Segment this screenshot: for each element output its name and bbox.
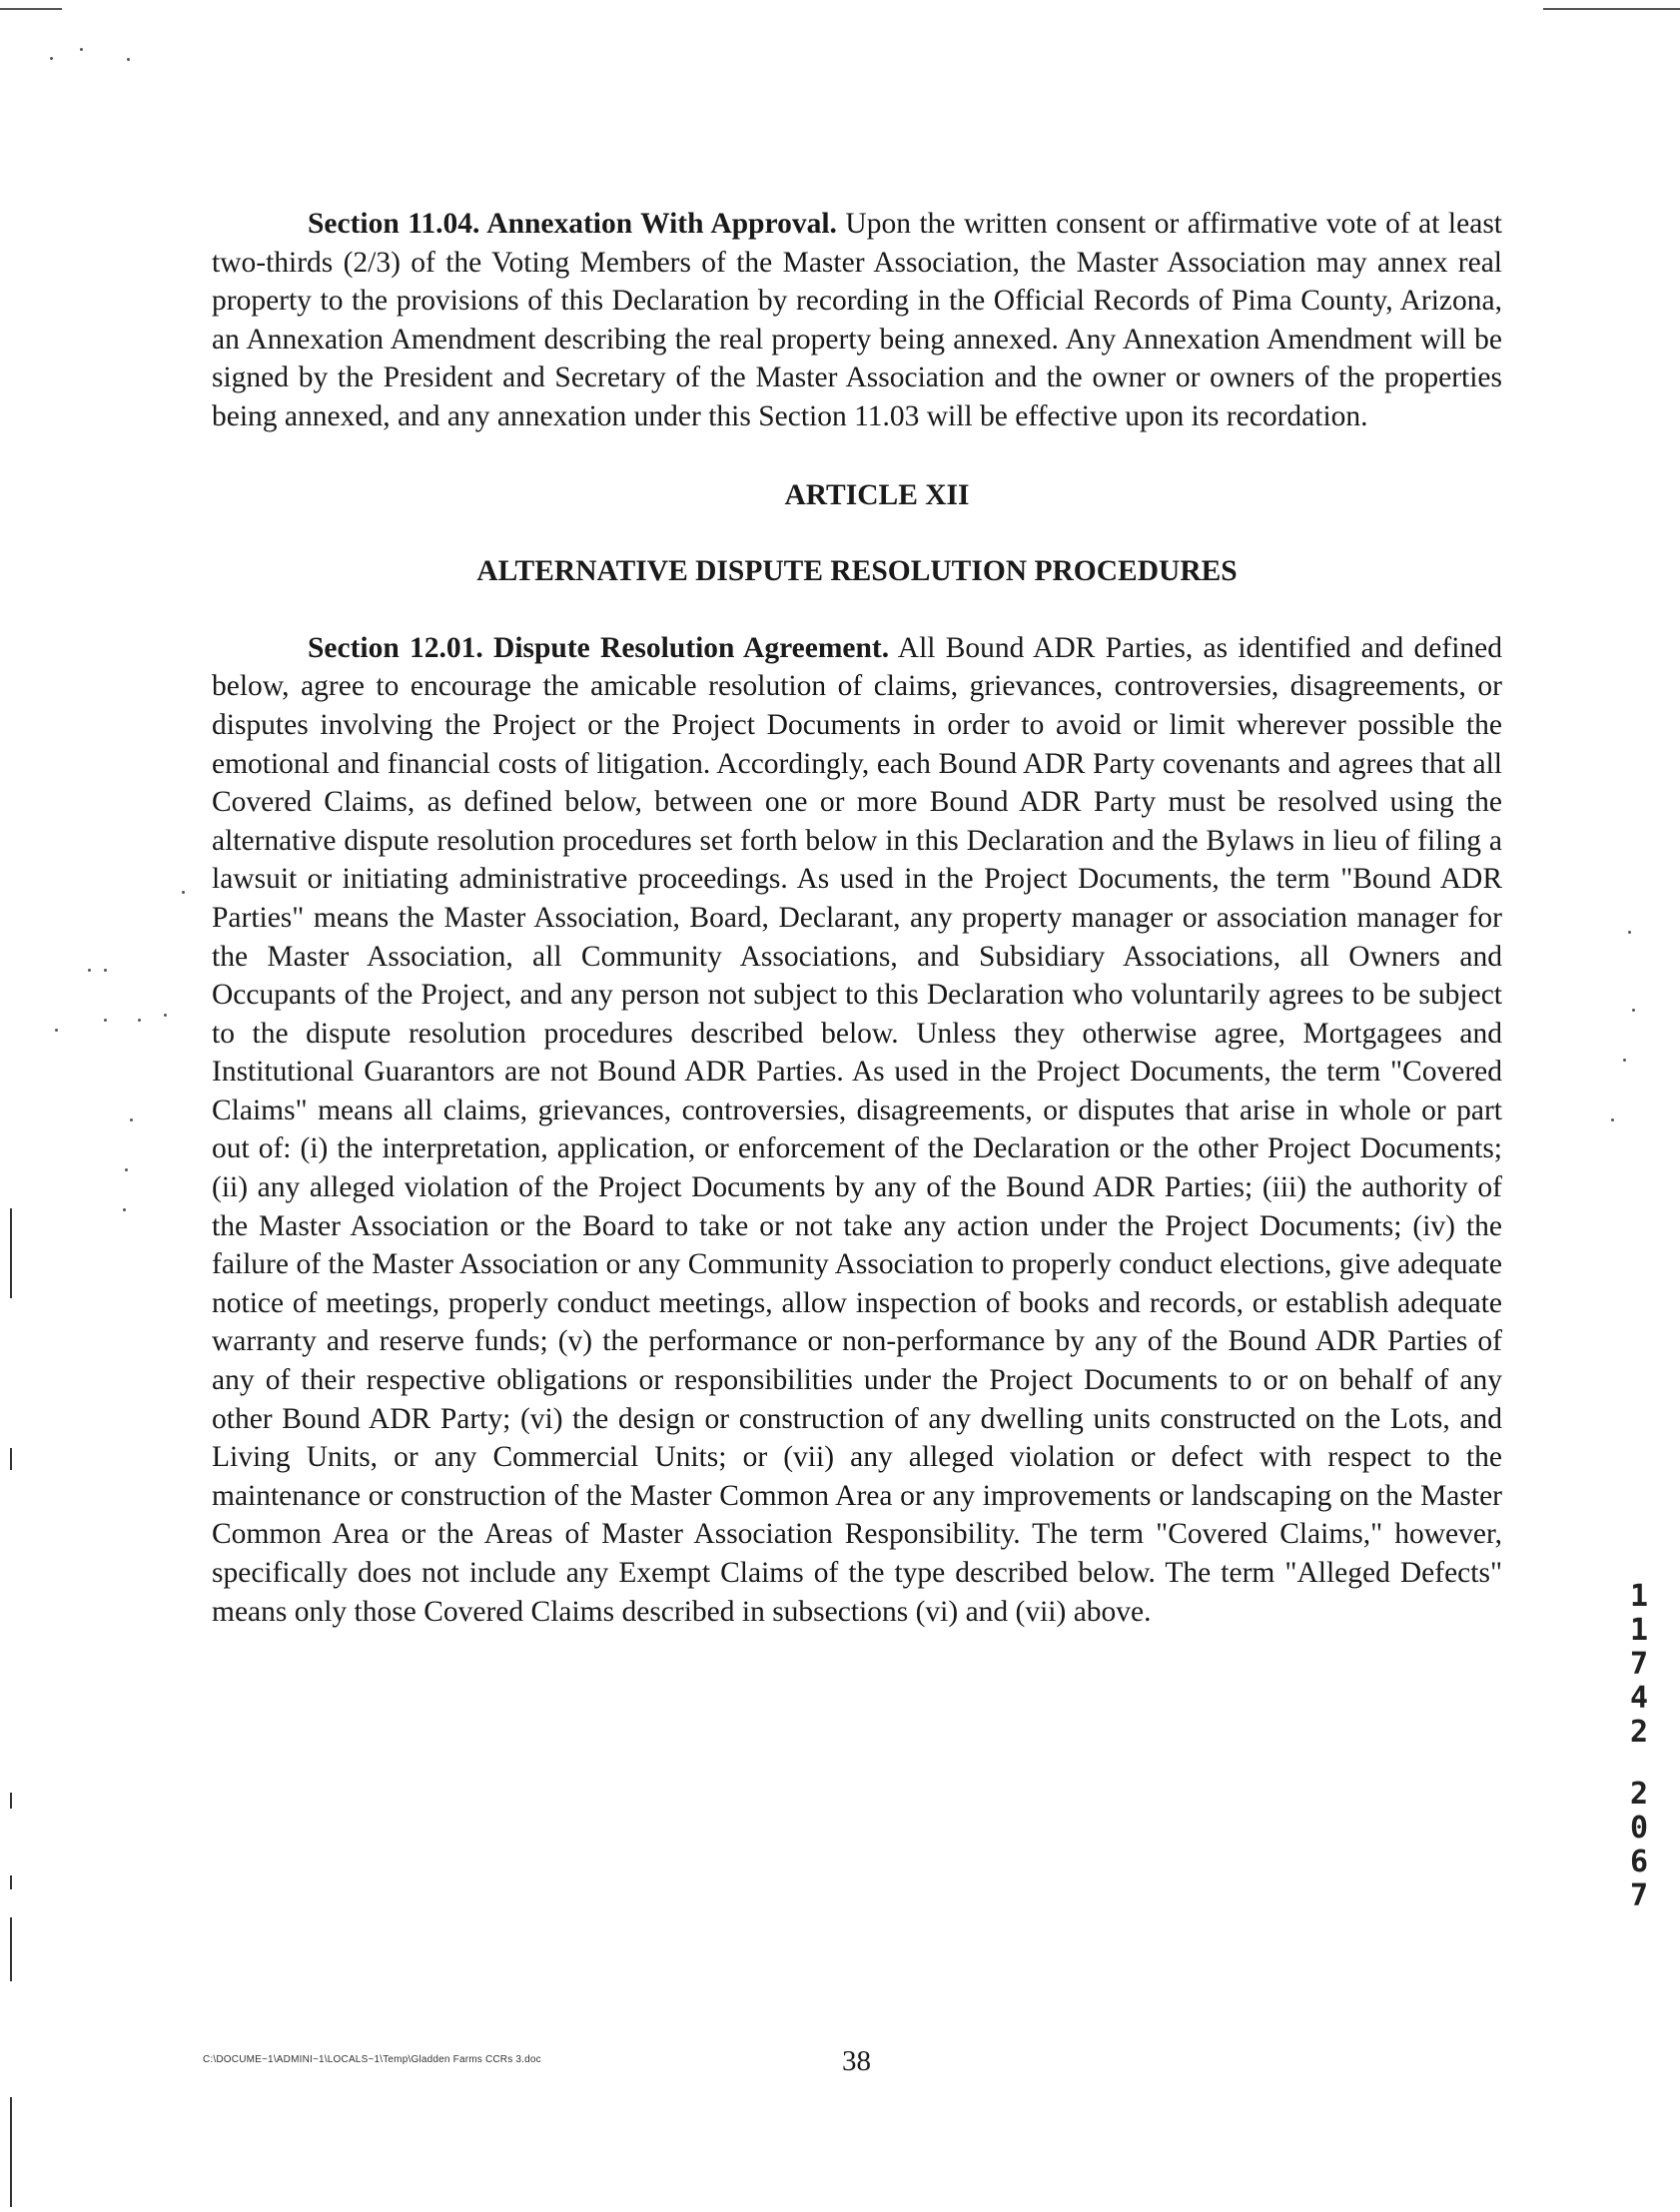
scan-speck <box>164 1014 167 1017</box>
section-12-01-body: All Bound ADR Parties, as identified and defined below, agree to encourage the amicable resolution of claims, grievances, controversies, disagreements, or disputes involving the Project or the Project Documents in order to avoid or limit wherever possible the emotional and financial costs of litigation. Accordingly, each Bound ADR Party covenants and agrees that all Covered Claims, as defined below, between one or more Bound ADR Party must be resolved using the alternative dispute resolution procedures set forth below in this Declaration and the Bylaws in lieu of filing a lawsuit or initiating administrative proceedings. As used in the Project Documents, the term "Bound ADR Parties" means the Master Association, Board, Declarant, any property manager or association manager for the Master Association, all Community Associations, and Subsidiary Associations, all Owners and Occupants of the Project, and any person not subject to this Declaration who voluntarily agrees to be subject to the dispute resolution procedures described below. Unless they otherwise agree, Mortgagees and Institutional Guarantors are not Bound ADR Parties. As used in the Project Documents, the term "Covered Claims" means all claims, grievances, controversies, disagreements, or disputes that arise in whole or part out of: (i) the interpretation, application, or enforcement of the Declaration or the other Project Documents; (ii) any alleged violation of the Project Documents by any of the Bound ADR Parties; (iii) the authority of the Master Association or the Board to take or not take any action under the Project Documents; (iv) the failure of the Master Association or any Community Association to properly conduct elections, give adequate notice of meetings, properly conduct meetings, allow inspection of books and records, or establish adequate warranty and reserve funds; (v) the performance or non-performance by any of the Bound ADR Parties of any of their respective obligations or responsibilities under the Project Documents to or on behalf of any other Bound ADR Party; (vi) the design or construction of any dwelling units constructed on the Lots, and Living Units, or any Commercial Units; or (vii) any alleged violation or defect with respect to the maintenance or construction of the Master Common Area or any improvements or landscaping on the Master Common Area or the Areas of Master Association Responsibility. The term "Covered Claims," however, specifically does not include any Exempt Claims of the type described below. The term "Alleged Defects" means only those Covered Claims described in subsections (vi) and (vii) above. <box>212 631 1502 1628</box>
stamp-digit: 2 <box>1629 1715 1649 1750</box>
scan-speck <box>88 969 91 972</box>
section-11-04-heading: Section 11.04. Annexation With Approval. <box>308 208 837 240</box>
section-11-04-paragraph <box>212 205 1502 436</box>
scan-edge-line-top-right <box>1543 8 1680 10</box>
scan-speck <box>55 1029 58 1032</box>
article-title: ARTICLE XII <box>784 478 970 511</box>
page-number: 38 <box>842 2045 871 2077</box>
scan-speck <box>1632 1009 1635 1012</box>
stamp-digit: 4 <box>1629 1681 1649 1716</box>
scan-edge-mark <box>10 2097 12 2207</box>
section-12-01-paragraph <box>212 629 1502 1631</box>
stamp-digit: 7 <box>1629 1647 1649 1682</box>
scan-edge-mark <box>10 1875 12 1889</box>
scan-edge-line-top-left <box>0 8 62 10</box>
stamp-digit: 6 <box>1629 1844 1649 1879</box>
scan-edge-mark <box>10 1793 12 1809</box>
scan-speck <box>130 1118 133 1121</box>
scan-speck <box>127 58 130 61</box>
scan-speck <box>125 1168 128 1171</box>
document-body <box>212 205 1502 1631</box>
scan-speck <box>123 1208 126 1211</box>
stamp-digit: 2 <box>1629 1777 1649 1812</box>
scan-speck <box>104 969 107 972</box>
stamp-digit: 1 <box>1629 1579 1649 1614</box>
scan-speck <box>1611 1118 1614 1121</box>
scan-edge-mark <box>10 1448 12 1470</box>
footer-file-path: C:\DOCUME~1\ADMINI~1\LOCALS~1\Temp\Gladden Farms CCRs 3.doc <box>203 2054 541 2065</box>
stamp-gap <box>1626 1750 1652 1778</box>
scan-edge-mark <box>10 1917 12 1981</box>
article-subtitle: ALTERNATIVE DISPUTE RESOLUTION PROCEDURES <box>476 555 1238 588</box>
scan-speck <box>104 1019 107 1022</box>
section-11-04-body: Upon the written consent or affirmative vote of at least two-thirds (2/3) of the Voting Members of the Master Association, the Master Association may annex real property to the provisions of this Declaration by recording in the Official Records of Pima County, Arizona, an Annexation Amendment describing the real property being annexed. Any Annexation Amendment will be signed by the President and Secretary of the Master Association and the owner or owners of the properties being annexed, and any annexation under this Section 11.03 will be effective upon its recordation. <box>212 208 1502 432</box>
stamp-digit: 1 <box>1629 1613 1649 1648</box>
section-12-01-heading: Section 12.01. Dispute Resolution Agreement. <box>308 631 890 664</box>
scan-speck <box>138 1019 141 1022</box>
scan-speck <box>182 891 185 894</box>
scan-speck <box>1628 931 1631 934</box>
scan-speck <box>1623 1059 1626 1062</box>
scan-edge-mark <box>10 1208 12 1298</box>
scan-speck <box>80 48 83 51</box>
stamp-digit: 0 <box>1629 1811 1649 1845</box>
stamp-digit: 7 <box>1629 1878 1649 1913</box>
scan-speck <box>50 57 53 60</box>
recording-number-stamp <box>1626 1580 1652 1913</box>
